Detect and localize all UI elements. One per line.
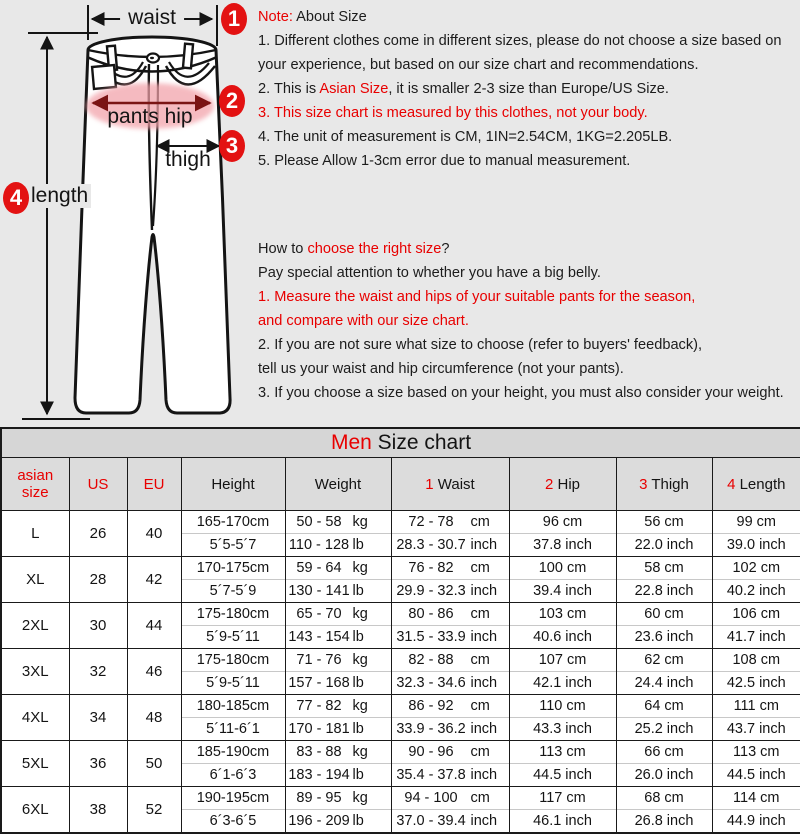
thigh-cell xyxy=(616,741,712,787)
length-cell xyxy=(712,603,800,649)
text-line xyxy=(258,381,800,405)
measure-range: 110 - 128 xyxy=(286,534,353,556)
measure-range: 50 - 58 xyxy=(286,511,353,533)
highlight-text: 3. This size chart is measured by this clothes, not your body. xyxy=(258,105,648,121)
measure-line xyxy=(392,603,509,625)
measure-line: 22.0 inch xyxy=(617,533,712,556)
measure-line: 170-175cm xyxy=(182,557,285,579)
measure-line xyxy=(286,717,391,740)
table-title xyxy=(1,428,800,458)
measure-line: 5´9-5´11 xyxy=(182,671,285,694)
measure-range: 71 - 76 xyxy=(286,649,353,671)
men-size-chart-table xyxy=(0,427,800,834)
plain-text: Height xyxy=(211,476,254,493)
us-size-cell: 36 xyxy=(69,741,127,787)
measure-unit: cm xyxy=(471,511,509,533)
height-cell xyxy=(181,649,285,695)
measure-unit: inch xyxy=(471,534,509,556)
plain-text: 2. If you are not sure what size to choose (refer to buyers' feedback), xyxy=(258,337,702,353)
hip-cell xyxy=(509,787,616,834)
weight-cell xyxy=(285,557,391,603)
table-row xyxy=(1,695,800,741)
measure-range: 72 - 78 xyxy=(392,511,471,533)
measure-line: 23.6 inch xyxy=(617,625,712,648)
plain-text: tell us your waist and hip circumference (not your pants). xyxy=(258,361,624,377)
measure-line: 40.6 inch xyxy=(510,625,616,648)
text-line xyxy=(258,261,800,285)
measure-line: 106 cm xyxy=(713,603,800,625)
hip-cell xyxy=(509,695,616,741)
height-cell xyxy=(181,787,285,834)
waist-cell xyxy=(391,511,509,557)
measure-line xyxy=(392,717,509,740)
measure-line: 108 cm xyxy=(713,649,800,671)
asian-size-cell: 3XL xyxy=(1,649,69,695)
measure-unit: cm xyxy=(471,741,509,763)
measure-line: 5´11-6´1 xyxy=(182,717,285,740)
highlight-text: 4 xyxy=(727,476,735,493)
plain-text: your experience, but based on our size chart and recommendations. xyxy=(258,57,699,73)
thigh-label: thigh xyxy=(165,148,211,172)
measure-line: 22.8 inch xyxy=(617,579,712,602)
measure-unit: lb xyxy=(353,764,391,786)
hip-cell xyxy=(509,511,616,557)
waist-cell xyxy=(391,695,509,741)
measure-line: 39.0 inch xyxy=(713,533,800,556)
column-header xyxy=(127,458,181,511)
measure-unit: kg xyxy=(353,603,391,625)
coin-pocket-detail xyxy=(92,65,116,89)
measure-range: 31.5 - 33.9 xyxy=(392,626,471,648)
table-row xyxy=(1,649,800,695)
highlight-text: 1. Measure the waist and hips of your suitable pants for the season, xyxy=(258,289,695,305)
size-table-header-row xyxy=(1,458,800,511)
plain-text: 4. The unit of measurement is CM, 1IN=2.54CM, 1KG=2.205LB. xyxy=(258,129,672,145)
eu-size-cell: 42 xyxy=(127,557,181,603)
measure-unit: inch xyxy=(471,626,509,648)
measure-line: 6´1-6´3 xyxy=(182,763,285,786)
us-size-cell: 26 xyxy=(69,511,127,557)
measure-range: 170 - 181 xyxy=(286,718,353,740)
column-header xyxy=(1,458,69,511)
weight-cell xyxy=(285,787,391,834)
measure-unit: cm xyxy=(471,557,509,579)
measure-line xyxy=(286,649,391,671)
measure-line: 113 cm xyxy=(510,741,616,763)
measure-unit: lb xyxy=(353,718,391,740)
plain-text: Thigh xyxy=(647,476,688,493)
measure-line: 96 cm xyxy=(510,511,616,533)
measure-line xyxy=(286,579,391,602)
pants-hip-label: pants hip xyxy=(107,105,192,129)
weight-cell xyxy=(285,695,391,741)
plain-text: Pay special attention to whether you have a big belly. xyxy=(258,265,601,281)
weight-cell xyxy=(285,511,391,557)
column-header xyxy=(285,458,391,511)
asian-size-cell: 4XL xyxy=(1,695,69,741)
highlight-text: US xyxy=(88,476,109,493)
waist-cell xyxy=(391,741,509,787)
us-size-cell: 38 xyxy=(69,787,127,834)
measure-range: 82 - 88 xyxy=(392,649,471,671)
plain-text: About Size xyxy=(293,9,367,25)
measure-line: 110 cm xyxy=(510,695,616,717)
measure-unit: inch xyxy=(471,810,509,832)
measure-line: 44.9 inch xyxy=(713,809,800,832)
highlight-text: Men xyxy=(331,431,378,454)
measure-line: 111 cm xyxy=(713,695,800,717)
measure-line: 43.7 inch xyxy=(713,717,800,740)
plain-text: 5. Please Allow 1-3cm error due to manual measurement. xyxy=(258,153,630,169)
length-cell xyxy=(712,649,800,695)
measure-unit: kg xyxy=(353,511,391,533)
text-line xyxy=(258,237,800,261)
measure-line: 60 cm xyxy=(617,603,712,625)
measure-line xyxy=(392,579,509,602)
measure-range: 33.9 - 36.2 xyxy=(392,718,471,740)
measure-range: 157 - 168 xyxy=(286,672,353,694)
highlight-text: choose the right size xyxy=(307,241,441,257)
measure-line xyxy=(286,671,391,694)
measure-unit: lb xyxy=(353,810,391,832)
waist-cell xyxy=(391,603,509,649)
column-header xyxy=(712,458,800,511)
table-row xyxy=(1,511,800,557)
measure-unit: inch xyxy=(471,764,509,786)
pants-measurement-diagram xyxy=(0,0,256,426)
plain-text: 1. Different clothes come in different sizes, please do not choose a size based on xyxy=(258,33,782,49)
measure-line xyxy=(286,695,391,717)
measure-range: 35.4 - 37.8 xyxy=(392,764,471,786)
measure-line: 113 cm xyxy=(713,741,800,763)
measure-line: 117 cm xyxy=(510,787,616,809)
eu-size-cell: 44 xyxy=(127,603,181,649)
measure-range: 29.9 - 32.3 xyxy=(392,580,471,602)
measure-range: 86 - 92 xyxy=(392,695,471,717)
measure-line: 100 cm xyxy=(510,557,616,579)
measure-line: 40.2 inch xyxy=(713,579,800,602)
measure-line: 165-170cm xyxy=(182,511,285,533)
hip-cell xyxy=(509,741,616,787)
table-row xyxy=(1,741,800,787)
eu-size-cell: 52 xyxy=(127,787,181,834)
measure-line: 58 cm xyxy=(617,557,712,579)
eu-size-cell: 46 xyxy=(127,649,181,695)
measure-line: 175-180cm xyxy=(182,603,285,625)
highlight-text: and compare with our size chart. xyxy=(258,313,469,329)
plain-text: Weight xyxy=(315,476,361,493)
measure-unit: kg xyxy=(353,695,391,717)
measure-line xyxy=(392,787,509,809)
measure-badge-3: 3 xyxy=(219,130,245,162)
measure-line xyxy=(286,741,391,763)
measure-line xyxy=(286,763,391,786)
measure-line: 5´9-5´11 xyxy=(182,625,285,648)
text-line xyxy=(258,101,800,125)
measure-range: 76 - 82 xyxy=(392,557,471,579)
measure-line xyxy=(392,649,509,671)
measure-line: 103 cm xyxy=(510,603,616,625)
column-header xyxy=(616,458,712,511)
measure-line: 64 cm xyxy=(617,695,712,717)
weight-cell xyxy=(285,649,391,695)
measure-line: 43.3 inch xyxy=(510,717,616,740)
text-line xyxy=(258,285,800,309)
plain-text: Length xyxy=(735,476,785,493)
about-size-notes xyxy=(258,5,800,173)
highlight-text: Note: xyxy=(258,9,293,25)
measure-line: 39.4 inch xyxy=(510,579,616,602)
measure-line xyxy=(392,671,509,694)
length-cell xyxy=(712,695,800,741)
table-title-row xyxy=(1,428,800,458)
table-row xyxy=(1,603,800,649)
us-size-cell: 34 xyxy=(69,695,127,741)
measure-line: 102 cm xyxy=(713,557,800,579)
column-header xyxy=(509,458,616,511)
measure-unit: kg xyxy=(353,649,391,671)
measure-line: 42.1 inch xyxy=(510,671,616,694)
length-cell xyxy=(712,511,800,557)
measure-unit: cm xyxy=(471,787,509,809)
measure-unit: inch xyxy=(471,718,509,740)
measure-unit: cm xyxy=(471,603,509,625)
size-table-body xyxy=(1,511,800,834)
length-cell xyxy=(712,557,800,603)
thigh-cell xyxy=(616,603,712,649)
measure-unit: lb xyxy=(353,534,391,556)
asian-size-cell: L xyxy=(1,511,69,557)
measure-line: 26.8 inch xyxy=(617,809,712,832)
asian-size-cell: XL xyxy=(1,557,69,603)
measure-line: 175-180cm xyxy=(182,649,285,671)
measure-unit: lb xyxy=(353,672,391,694)
measure-range: 59 - 64 xyxy=(286,557,353,579)
measure-line xyxy=(286,557,391,579)
measure-line: 41.7 inch xyxy=(713,625,800,648)
column-header xyxy=(181,458,285,511)
measure-line xyxy=(392,695,509,717)
measure-line xyxy=(392,511,509,533)
measure-badge-2: 2 xyxy=(219,85,245,117)
measure-line: 44.5 inch xyxy=(510,763,616,786)
height-cell xyxy=(181,741,285,787)
plain-text: ? xyxy=(441,241,449,257)
plain-text: Size chart xyxy=(378,431,471,454)
highlight-text: EU xyxy=(144,476,165,493)
table-row xyxy=(1,557,800,603)
measure-line: 68 cm xyxy=(617,787,712,809)
measure-line: 62 cm xyxy=(617,649,712,671)
highlight-text: 1 xyxy=(425,476,433,493)
measure-unit: cm xyxy=(471,695,509,717)
text-line xyxy=(258,29,800,53)
highlight-text: asian size xyxy=(17,467,53,501)
text-line xyxy=(258,53,800,77)
measure-line: 26.0 inch xyxy=(617,763,712,786)
plain-text: Hip xyxy=(553,476,580,493)
text-line xyxy=(258,309,800,333)
text-line xyxy=(258,5,800,29)
thigh-cell xyxy=(616,511,712,557)
measure-line: 99 cm xyxy=(713,511,800,533)
measure-line xyxy=(286,533,391,556)
measure-line: 190-195cm xyxy=(182,787,285,809)
measure-line xyxy=(392,809,509,832)
measure-line xyxy=(392,533,509,556)
plain-text: 2. This is xyxy=(258,81,319,97)
measure-line: 44.5 inch xyxy=(713,763,800,786)
measure-line: 185-190cm xyxy=(182,741,285,763)
measure-unit: kg xyxy=(353,741,391,763)
measure-range: 143 - 154 xyxy=(286,626,353,648)
highlight-text: 3 xyxy=(639,476,647,493)
height-cell xyxy=(181,603,285,649)
measure-line xyxy=(286,787,391,809)
measure-unit: lb xyxy=(353,626,391,648)
measure-range: 32.3 - 34.6 xyxy=(392,672,471,694)
thigh-cell xyxy=(616,649,712,695)
plain-text: , it is smaller 2-3 size than Europe/US Size. xyxy=(388,81,669,97)
waist-label: waist xyxy=(120,6,184,30)
hip-cell xyxy=(509,557,616,603)
thigh-cell xyxy=(616,787,712,834)
thigh-cell xyxy=(616,695,712,741)
measure-line: 42.5 inch xyxy=(713,671,800,694)
measure-range: 130 - 141 xyxy=(286,580,353,602)
measure-line: 37.8 inch xyxy=(510,533,616,556)
text-line xyxy=(258,149,800,173)
pants-line-art xyxy=(0,0,256,426)
measure-line: 24.4 inch xyxy=(617,671,712,694)
measure-line xyxy=(392,763,509,786)
measure-range: 183 - 194 xyxy=(286,764,353,786)
weight-cell xyxy=(285,603,391,649)
text-line xyxy=(258,125,800,149)
measure-line xyxy=(286,603,391,625)
height-cell xyxy=(181,557,285,603)
measure-line: 5´5-5´7 xyxy=(182,533,285,556)
us-size-cell: 28 xyxy=(69,557,127,603)
eu-size-cell: 48 xyxy=(127,695,181,741)
weight-cell xyxy=(285,741,391,787)
table-row xyxy=(1,787,800,834)
measure-line xyxy=(286,809,391,832)
plain-text: 3. If you choose a size based on your height, you must also consider your weight. xyxy=(258,385,784,401)
measure-badge-1: 1 xyxy=(221,3,247,35)
measure-line: 66 cm xyxy=(617,741,712,763)
measure-range: 90 - 96 xyxy=(392,741,471,763)
measure-range: 94 - 100 xyxy=(392,787,471,809)
height-cell xyxy=(181,511,285,557)
column-header xyxy=(69,458,127,511)
waist-cell xyxy=(391,649,509,695)
measure-range: 28.3 - 30.7 xyxy=(392,534,471,556)
measure-line: 25.2 inch xyxy=(617,717,712,740)
measure-unit: cm xyxy=(471,649,509,671)
measure-range: 77 - 82 xyxy=(286,695,353,717)
plain-text: How to xyxy=(258,241,307,257)
measure-line: 56 cm xyxy=(617,511,712,533)
measure-range: 65 - 70 xyxy=(286,603,353,625)
plain-text: Waist xyxy=(434,476,475,493)
hip-cell xyxy=(509,603,616,649)
length-label: length xyxy=(28,184,91,208)
us-size-cell: 32 xyxy=(69,649,127,695)
text-line xyxy=(258,77,800,101)
highlight-text: Asian Size xyxy=(319,81,388,97)
measure-line xyxy=(392,741,509,763)
how-to-choose-notes xyxy=(258,237,800,405)
waist-cell xyxy=(391,787,509,834)
highlight-text: 2 xyxy=(545,476,553,493)
measure-line: 46.1 inch xyxy=(510,809,616,832)
measure-line: 114 cm xyxy=(713,787,800,809)
measure-range: 89 - 95 xyxy=(286,787,353,809)
height-cell xyxy=(181,695,285,741)
eu-size-cell: 40 xyxy=(127,511,181,557)
us-size-cell: 30 xyxy=(69,603,127,649)
thigh-cell xyxy=(616,557,712,603)
measure-line: 180-185cm xyxy=(182,695,285,717)
measure-range: 37.0 - 39.4 xyxy=(392,810,471,832)
measure-unit: kg xyxy=(353,557,391,579)
text-line xyxy=(258,333,800,357)
hip-cell xyxy=(509,649,616,695)
measure-unit: inch xyxy=(471,672,509,694)
measure-line xyxy=(286,511,391,533)
measure-range: 80 - 86 xyxy=(392,603,471,625)
column-header xyxy=(391,458,509,511)
asian-size-cell: 2XL xyxy=(1,603,69,649)
measure-range: 196 - 209 xyxy=(286,810,353,832)
asian-size-cell: 6XL xyxy=(1,787,69,834)
text-line xyxy=(258,357,800,381)
measure-line: 5´7-5´9 xyxy=(182,579,285,602)
length-cell xyxy=(712,787,800,834)
measure-line: 107 cm xyxy=(510,649,616,671)
measure-badge-4: 4 xyxy=(3,182,29,214)
eu-size-cell: 50 xyxy=(127,741,181,787)
measure-unit: kg xyxy=(353,787,391,809)
measure-unit: inch xyxy=(471,580,509,602)
measure-range: 83 - 88 xyxy=(286,741,353,763)
measure-line: 6´3-6´5 xyxy=(182,809,285,832)
waist-cell xyxy=(391,557,509,603)
asian-size-cell: 5XL xyxy=(1,741,69,787)
measure-line xyxy=(392,625,509,648)
measure-line xyxy=(392,557,509,579)
measure-line xyxy=(286,625,391,648)
measure-unit: lb xyxy=(353,580,391,602)
length-cell xyxy=(712,741,800,787)
